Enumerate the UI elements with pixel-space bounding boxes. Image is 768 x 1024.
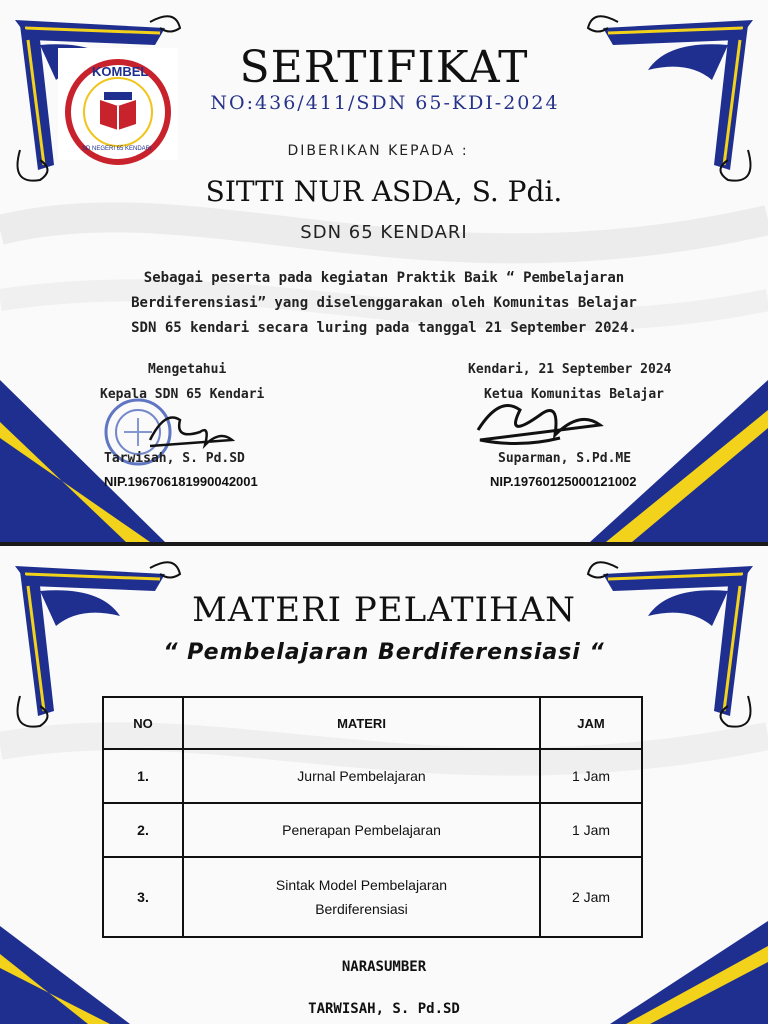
logo-text-top: KOMBEL [92,64,149,79]
row-no: 3. [103,857,183,937]
row-materi: Jurnal Pembelajaran [183,749,540,803]
left-signatory-name: Tarwisah, S. Pd.SD [104,451,245,466]
description-line: Sebagai peserta pada kegiatan Praktik Baik “ Pembelajaran [143,270,625,286]
left-signatory-line1: Mengetahui [148,362,227,377]
left-signatory-line2: Kepala SDN 65 Kendari [100,387,265,402]
header-no: NO [103,697,183,749]
recipient-name: SITTI NUR ASDA, S. Pdi. [205,175,563,208]
certificate-title: SERTIFIKAT [239,42,529,93]
header-jam: JAM [540,697,642,749]
right-signatory-line2: Ketua Komunitas Belajar [484,387,665,402]
table-row [103,749,642,803]
logo-text-bottom: SD NEGERI 65 KENDARI [82,146,152,152]
right-signatory-name: Suparman, S.Pd.ME [498,451,632,466]
row-no: 1. [103,749,183,803]
row-jam: 1 Jam [540,803,642,857]
table-header-row [103,697,642,749]
speaker-name: TARWISAH, S. Pd.SD [308,1001,460,1017]
row-materi: Penerapan Pembelajaran [183,803,540,857]
right-signature [478,406,600,444]
row-materi [183,857,540,937]
description-line: SDN 65 kendari secara luring pada tanggal 21 September 2024. [131,320,637,336]
left-signatory-nip: NIP.196706181990042001 [104,474,258,489]
row-jam: 2 Jam [540,857,642,937]
header-materi: MATERI [183,697,540,749]
given-to-label: DIBERIKAN KEPADA : [287,143,469,159]
row-jam: 1 Jam [540,749,642,803]
materials-title: MATERI PELATIHAN [192,590,576,630]
description-line: Berdiferensiasi” yang diselenggarakan oleh Komunitas Belajar [131,295,637,311]
right-signatory-line1: Kendari, 21 September 2024 [468,362,672,377]
row-materi-line: Berdiferensiasi [315,901,408,917]
row-no: 2. [103,803,183,857]
table-row [103,857,642,937]
speaker-label: NARASUMBER [341,959,427,975]
table-row [103,803,642,857]
right-signatory-nip: NIP.19760125000121002 [490,474,637,489]
certificate-description [80,266,688,341]
row-materi-line: Sintak Model Pembelajaran [275,877,448,893]
left-signature [150,418,232,447]
materials-table [102,696,643,938]
certificate-number: NO:436/411/SDN 65-KDI-2024 [210,92,560,114]
recipient-school: SDN 65 KENDARI [300,222,468,243]
materials-subtitle: “ Pembelajaran Berdiferensiasi “ [163,640,605,665]
